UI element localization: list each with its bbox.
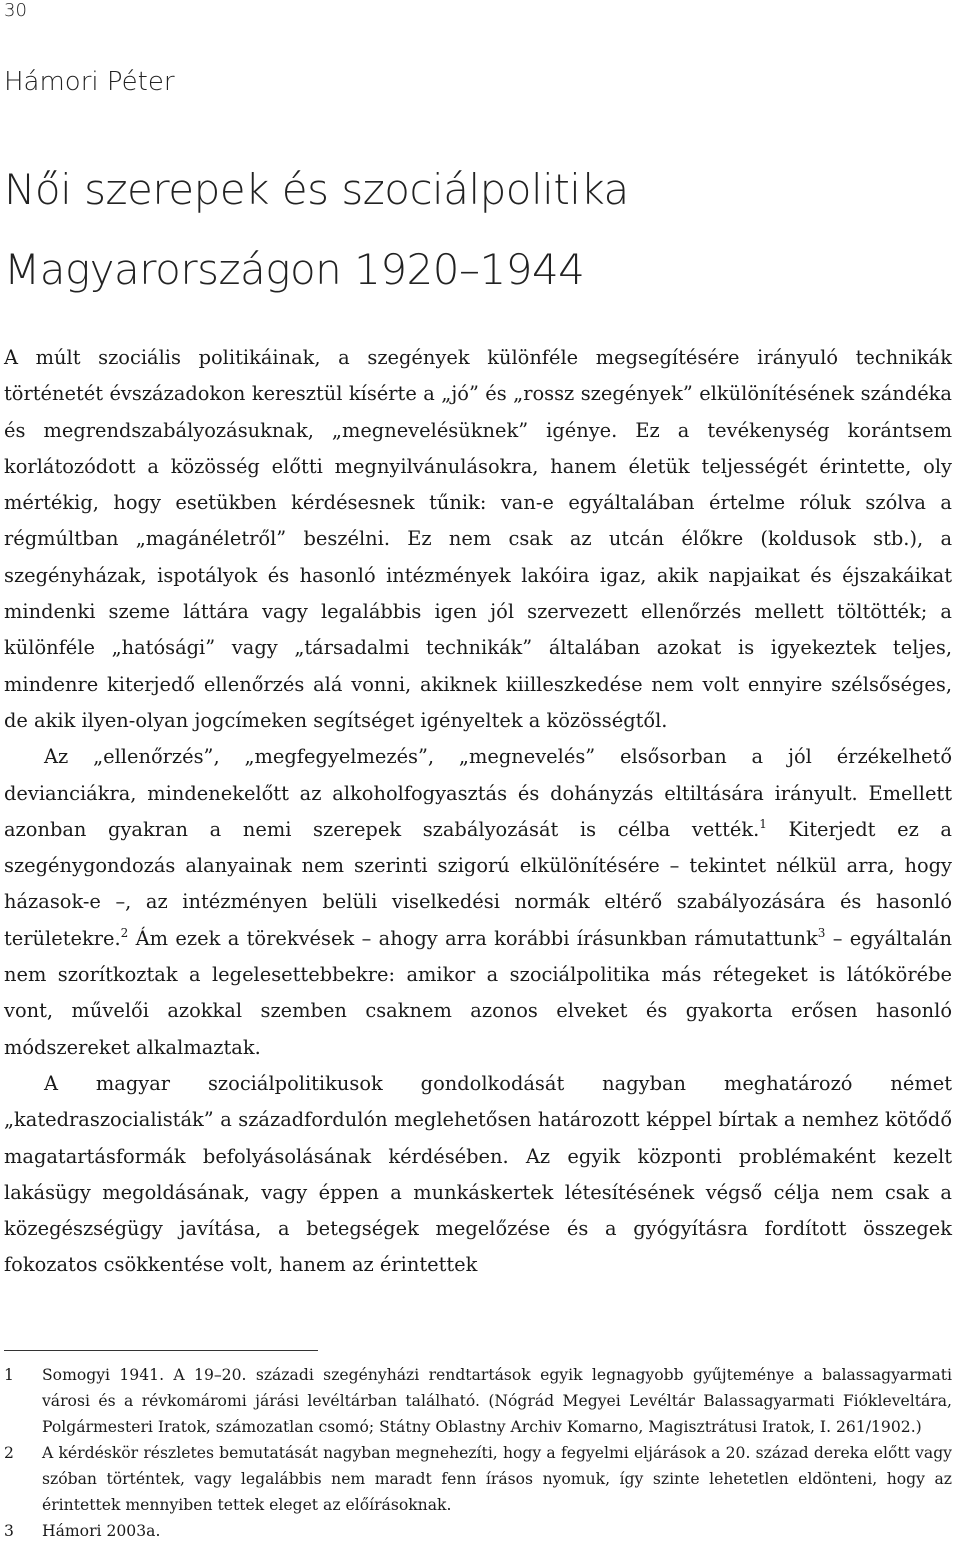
paragraph-2-part-3: Ám ezek a törekvések – ahogy arra korábbi írásunkban rámutattunk	[128, 926, 818, 950]
footnote-1	[4, 1362, 952, 1440]
paragraph-2-part-2: Kiterjedt ez a szegénygondozás alanyainak nem szerinti szigorú elkülönítésére – tekintet nélkül arra, hogy házasok-e –, az intézményen belüli viselkedési normák eltérő szabályozására és hasonló területekre.	[4, 817, 952, 950]
footnote-2	[4, 1440, 952, 1518]
footnote-number: 3	[4, 1522, 14, 1540]
title-line-1: Női szerepek és szociálpolitika	[4, 165, 629, 214]
footnotes	[4, 1362, 952, 1544]
paragraph-1: A múlt szociális politikáinak, a szegények különféle megsegítésére irányuló technikák történetét évszázadokon keresztül kísérte a „jó” és „rossz szegények” elkülönítésének szándéka és megrendszabályozásuknak, „megnevelésüknek” igénye. Ez a tevékenység korántsem korlátozódott a közösség előtti megnyilvánulásokra, hanem életük teljességét érintette, oly mértékig, hogy esetükben kérdésesnek tűnik: van-e egyáltalában értelme róluk szólva a régmúltban „magánéletről” beszélni. Ez nem csak az utcán élőkre (koldusok stb.), a szegényházak, ispotályok és hasonló intézmények lakóira igaz, akik napjaikat és éjszakáikat mindenki szeme láttára vagy legalábbis igen jól szervezett ellenőrzés mellett töltötték; a különféle „hatósági” vagy „társadalmi technikák” általában azokat is igyekeztek teljes, mindenre kiterjedő ellenőrzés alá vonni, akiknek kiilleszkedése nem volt ennyire szélsőséges, de akik ilyen-olyan jogcímeken segítséget igényeltek a közösségtől.	[4, 346, 952, 732]
footnote-divider	[4, 1350, 318, 1351]
title-line-2: Magyarországon 1920–1944	[4, 245, 585, 294]
paragraph-2-part-4: – egyáltalán nem szorítkoztak a legelesettebbekre: amikor a szociálpolitika más rétegeket is látókörébe vont, művelői azokkal szemben csaknem azonos elveket és gyakorta erősen hasonló módszereket alkalmaztak.	[4, 926, 952, 1059]
paragraph-2	[4, 739, 952, 1066]
footnote-number: 2	[4, 1444, 14, 1462]
page-number: 30	[4, 0, 27, 21]
footnote-3	[4, 1518, 952, 1544]
paragraph-3: A magyar szociálpolitikusok gondolkodását nagyban meghatározó német „katedraszocialisták” a századfordulón meglehetősen határozott képpel bírtak a nemhez kötődő magatartásformák befolyásolásának kérdésében. Az egyik központi problémaként kezelt lakásügy megoldásának, vagy éppen a munkáskertek létesítésének végső célja nem csak a közegészségügy javítása, a betegségek megelőzése és a gyógyításra fordított összegek fokozatos csökkentése volt, hanem az érintettek	[4, 1071, 952, 1277]
footnote-number: 1	[4, 1366, 14, 1384]
footnote-text: Hámori 2003a.	[42, 1522, 161, 1540]
footnote-ref-1[interactable]: 1	[759, 816, 767, 831]
article-title	[4, 150, 629, 310]
paragraph-2-part-1: Az „ellenőrzés”, „megfegyelmezés”, „megnevelés” elsősorban a jól érzékelhető devianciákra, mindenekelőtt az alkoholfogyasztás és dohányzás eltiltására irányult. Emellett azonban gyakran a nemi szerepek szabályozását is célba vették.	[4, 745, 952, 841]
author-name: Hámori Péter	[4, 67, 175, 97]
footnote-ref-2[interactable]: 2	[120, 925, 129, 940]
article-body	[4, 340, 952, 1284]
footnote-ref-3[interactable]: 3	[817, 925, 826, 940]
footnote-text: Somogyi 1941. A 19–20. századi szegényházi rendtartások egyik legnagyobb gyűjteménye a balassagyarmati városi és a révkomáromi járási levéltárban található. (Nógrád Megyei Levéltár Balassagyarmati Fiókleveltára, Polgármesteri Iratok, számozatlan csomó; Státny Oblastny Archiv Komarno, Magisztrátusi Iratok, I. 261/1902.)	[42, 1366, 952, 1436]
footnote-text: A kérdéskör részletes bemutatását nagyban megnehezíti, hogy a fegyelmi eljárások a 20. század dereka előtt vagy szóban történtek, vagy legalábbis nem maradt fenn írásos nyomuk, így szinte lehetetlen eldönteni, hogy az érintettek mennyiben tettek eleget az előírásoknak.	[42, 1444, 952, 1514]
